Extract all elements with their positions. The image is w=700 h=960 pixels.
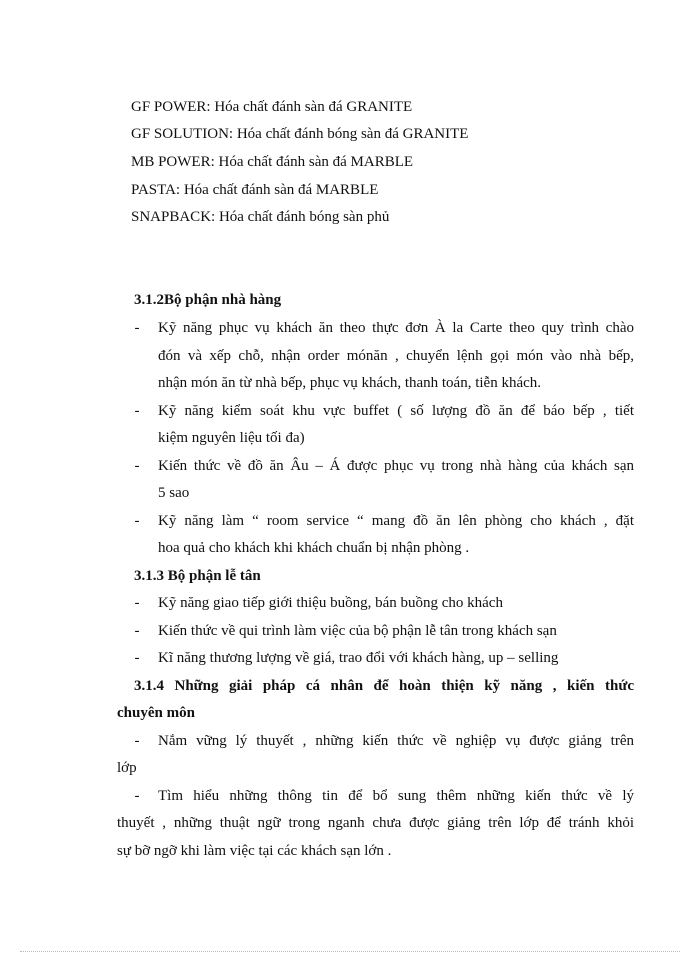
bullet-dash: -: [134, 320, 140, 336]
paragraph-line: 5 sao: [158, 485, 190, 501]
product-line: MB POWER: Hóa chất đánh sàn đá MARBLE: [131, 154, 414, 170]
section-heading-3-1-3: 3.1.3 Bộ phận lễ tân: [134, 568, 261, 584]
paragraph-line: lớp: [117, 760, 137, 776]
section-heading-3-1-2: 3.1.2Bộ phận nhà hàng: [134, 292, 282, 308]
paragraph-line: Kỹ năng làm “ room service “ mang đồ ăn lên phòng cho khách , đặt: [158, 513, 634, 529]
section-heading-3-1-4: 3.1.4 Những giải pháp cá nhân để hoàn thiện kỹ năng , kiến thức: [134, 678, 634, 694]
bullet-dash: -: [134, 788, 140, 804]
list-item: Kĩ năng thương lượng về giá, trao đổi với khách hàng, up – selling: [158, 650, 559, 666]
bullet-dash: -: [134, 733, 140, 749]
bullet-dash: -: [134, 595, 140, 611]
paragraph-line: kiệm nguyên liệu tối đa): [158, 430, 305, 446]
product-line: PASTA: Hóa chất đánh sàn đá MARBLE: [131, 182, 379, 198]
paragraph-line: Kỹ năng kiểm soát khu vực buffet ( số lượng đồ ăn để báo bếp , tiết: [158, 403, 634, 419]
bullet-dash: -: [134, 650, 140, 666]
paragraph-line: Nắm vững lý thuyết , những kiến thức về nghiệp vụ được giảng trên: [158, 733, 634, 749]
bullet-dash: -: [134, 458, 140, 474]
bullet-dash: -: [134, 623, 140, 639]
paragraph-line: hoa quả cho khách khi khách chuẩn bị nhận phòng .: [158, 540, 470, 556]
paragraph-line: sự bỡ ngỡ khi làm việc tại các khách sạn lớn .: [117, 843, 392, 859]
list-item: Kỹ năng giao tiếp giới thiệu buồng, bán buồng cho khách: [158, 595, 503, 611]
bullet-dash: -: [134, 403, 140, 419]
paragraph-line: Kiến thức về đồ ăn Âu – Á được phục vụ trong nhà hàng của khách sạn: [158, 458, 634, 474]
paragraph-line: đón và xếp chỗ, nhận order mónăn , chuyển lệnh gọi món vào nhà bếp,: [158, 348, 634, 364]
page-bottom-divider: [20, 951, 680, 952]
product-line: GF SOLUTION: Hóa chất đánh bóng sàn đá GRANITE: [131, 126, 469, 142]
bullet-dash: -: [134, 513, 140, 529]
list-item: Kiến thức về qui trình làm việc của bộ phận lễ tân trong khách sạn: [158, 623, 557, 639]
product-line: GF POWER: Hóa chất đánh sàn đá GRANITE: [131, 99, 413, 115]
section-heading-3-1-4-cont: chuyên môn: [117, 705, 195, 721]
paragraph-line: nhận món ăn từ nhà bếp, phục vụ khách, thanh toán, tiễn khách.: [158, 375, 542, 391]
product-line: SNAPBACK: Hóa chất đánh bóng sàn phủ: [131, 209, 390, 225]
paragraph-line: Kỹ năng phục vụ khách ăn theo thực đơn À la Carte theo quy trình chào: [158, 320, 634, 336]
paragraph-line: thuyết , những thuật ngữ trong nganh chưa được giảng trên lớp để tránh khỏi: [117, 815, 634, 831]
paragraph-line: Tìm hiểu những thông tin để bổ sung thêm những kiến thức về lý: [158, 788, 634, 804]
